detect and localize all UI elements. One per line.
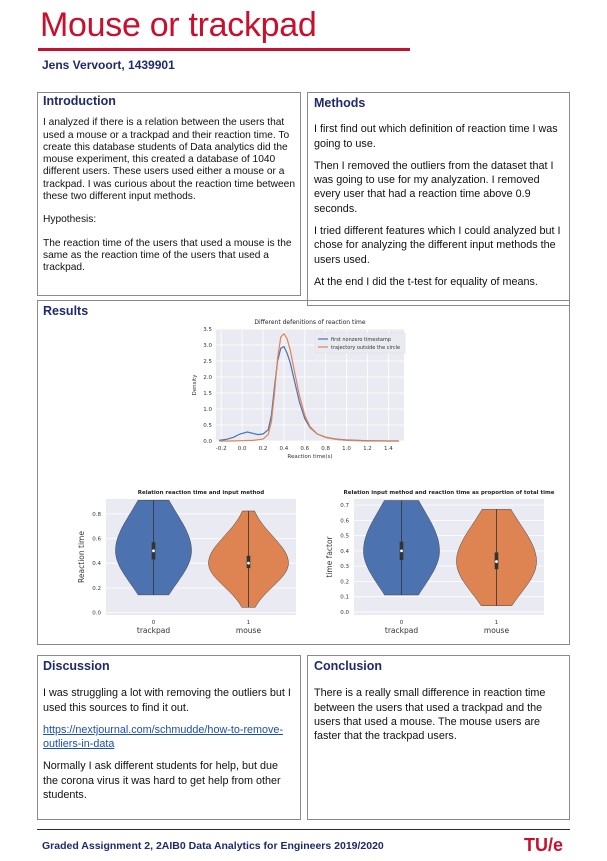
y-axis-label: Density bbox=[192, 374, 198, 396]
introduction-paragraph-1: I analyzed if there is a relation between the users that used a mouse or a trackpad and their reaction time. To create this database students of Data analytics did the mouse experiment, this created a database of 1040 different users. These users used either a mouse or a trackpad. I was curious about the reaction time between these two different input methods. bbox=[43, 117, 295, 203]
x-tick-label: 0.2 bbox=[258, 446, 268, 452]
introduction-section bbox=[37, 92, 301, 296]
violin1-title: Relation reaction time and input method bbox=[137, 490, 265, 496]
x-tick-label: 1.0 bbox=[342, 446, 351, 452]
y-tick-label: 0.1 bbox=[340, 594, 349, 601]
y-tick-label: 0.6 bbox=[340, 518, 349, 525]
violin1-y-axis-label: Reaction time bbox=[77, 531, 86, 583]
results-heading: Results bbox=[43, 304, 89, 318]
y-tick-label: 0.4 bbox=[340, 548, 349, 555]
y-tick-label: 0.3 bbox=[340, 564, 349, 571]
conclusion-section bbox=[307, 655, 570, 820]
density-chart-title: Different defenitions of reaction time bbox=[254, 319, 366, 326]
y-tick-label: 0.6 bbox=[92, 536, 101, 543]
violin1-median-trackpad bbox=[152, 549, 155, 552]
y-tick-label: 0.2 bbox=[340, 579, 349, 586]
y-tick-label: 0.7 bbox=[340, 503, 349, 510]
y-tick-label: 0.5 bbox=[203, 423, 212, 429]
methods-heading: Methods bbox=[314, 96, 366, 110]
methods-paragraph-3: I tried different features which I could analyzed but I chose for analyzing the different input methods the users used. bbox=[314, 225, 561, 266]
x-tick-index: 1 bbox=[494, 620, 499, 626]
title-underline bbox=[38, 48, 410, 51]
density-chart bbox=[188, 315, 413, 475]
y-tick-label: 0.8 bbox=[92, 511, 101, 518]
x-tick-label: trackpad bbox=[136, 626, 171, 635]
violin-chart-time-factor bbox=[310, 487, 560, 642]
x-tick-label: 0.8 bbox=[321, 446, 331, 452]
y-tick-label: 2.5 bbox=[203, 359, 212, 365]
x-tick-label: 1.4 bbox=[383, 446, 393, 452]
violin2-median-mouse bbox=[495, 560, 498, 563]
y-tick-label: 1.0 bbox=[203, 407, 212, 413]
violin1-median-mouse bbox=[247, 562, 250, 565]
results-section bbox=[37, 300, 570, 645]
x-tick-index: 0 bbox=[399, 620, 404, 626]
footer-text: Graded Assignment 2, 2AIB0 Data Analytics for Engineers 2019/2020 bbox=[42, 840, 384, 852]
y-tick-label: 0.5 bbox=[340, 533, 349, 540]
x-tick-label: 0.6 bbox=[300, 446, 310, 452]
x-tick-label: 0.0 bbox=[237, 446, 247, 452]
methods-paragraph-1: I first find out which definition of reaction time I was going to use. bbox=[314, 123, 558, 150]
x-tick-index: 1 bbox=[246, 620, 251, 626]
methods-paragraph-2: Then I removed the outliers from the dataset that I was going to use for my analyzation. I removed every user that had a reaction time above 0.9 seconds. bbox=[314, 159, 554, 215]
conclusion-paragraph: There is a really small difference in reaction time between the users that used a trackpad and the users that used a mouse. The mouse users are faster that the trackpad users. bbox=[314, 687, 546, 743]
violin2-y-axis-label: time factor bbox=[325, 536, 334, 578]
violin-chart-reaction-time bbox=[62, 487, 312, 642]
y-tick-label: 0.0 bbox=[203, 439, 212, 445]
outliers-source-link[interactable]: https://nextjournal.com/schmudde/how-to-remove-outliers-in-data bbox=[43, 723, 284, 751]
x-tick-label: mouse bbox=[483, 626, 510, 635]
y-tick-label: 0.0 bbox=[340, 609, 349, 616]
legend-label: trajectory outside the circle bbox=[331, 345, 401, 351]
hypothesis-text: The reaction time of the users that used a mouse is the same as the reaction time of the users that used a trackpad. bbox=[43, 237, 292, 274]
x-tick-label: -0.2 bbox=[215, 446, 227, 452]
y-tick-label: 2.0 bbox=[203, 375, 212, 381]
y-tick-label: 1.5 bbox=[203, 391, 212, 397]
hypothesis-label: Hypothesis: bbox=[43, 214, 97, 226]
x-tick-label: mouse bbox=[235, 626, 262, 635]
x-axis-label: Reaction time(s) bbox=[287, 454, 333, 460]
y-tick-label: 0.4 bbox=[92, 561, 101, 568]
discussion-heading: Discussion bbox=[43, 659, 110, 673]
x-tick-label: 0.4 bbox=[279, 446, 289, 452]
y-tick-label: 3.0 bbox=[203, 343, 212, 349]
footer-divider bbox=[37, 829, 570, 830]
legend-label: first nonzero timestamp bbox=[331, 337, 392, 343]
page-title: Mouse or trackpad bbox=[40, 6, 317, 44]
conclusion-heading: Conclusion bbox=[314, 659, 383, 673]
x-tick-label: trackpad bbox=[384, 626, 419, 635]
x-tick-label: 1.2 bbox=[363, 446, 372, 452]
discussion-paragraph-1: I was struggling a lot with removing the outliers but I used this sources to find it out. bbox=[43, 687, 291, 714]
introduction-heading: Introduction bbox=[43, 94, 116, 108]
discussion-paragraph-2: Normally I ask different students for help, but due the corona virus it was hard to get help from other students. bbox=[43, 760, 281, 802]
x-tick-index: 0 bbox=[151, 620, 156, 626]
tue-logo: TU/e bbox=[524, 835, 564, 855]
author-line: Jens Vervoort, 1439901 bbox=[42, 58, 175, 72]
violin2-title: Relation input method and reaction time as proportion of total time bbox=[343, 490, 555, 496]
y-tick-label: 3.5 bbox=[203, 327, 212, 333]
methods-section bbox=[307, 92, 570, 306]
y-tick-label: 0.2 bbox=[92, 585, 101, 592]
discussion-section bbox=[37, 655, 301, 820]
methods-paragraph-4: At the end I did the t-test for equality of means. bbox=[314, 275, 538, 288]
y-tick-label: 0.0 bbox=[92, 610, 101, 617]
violin2-median-trackpad bbox=[400, 549, 403, 552]
